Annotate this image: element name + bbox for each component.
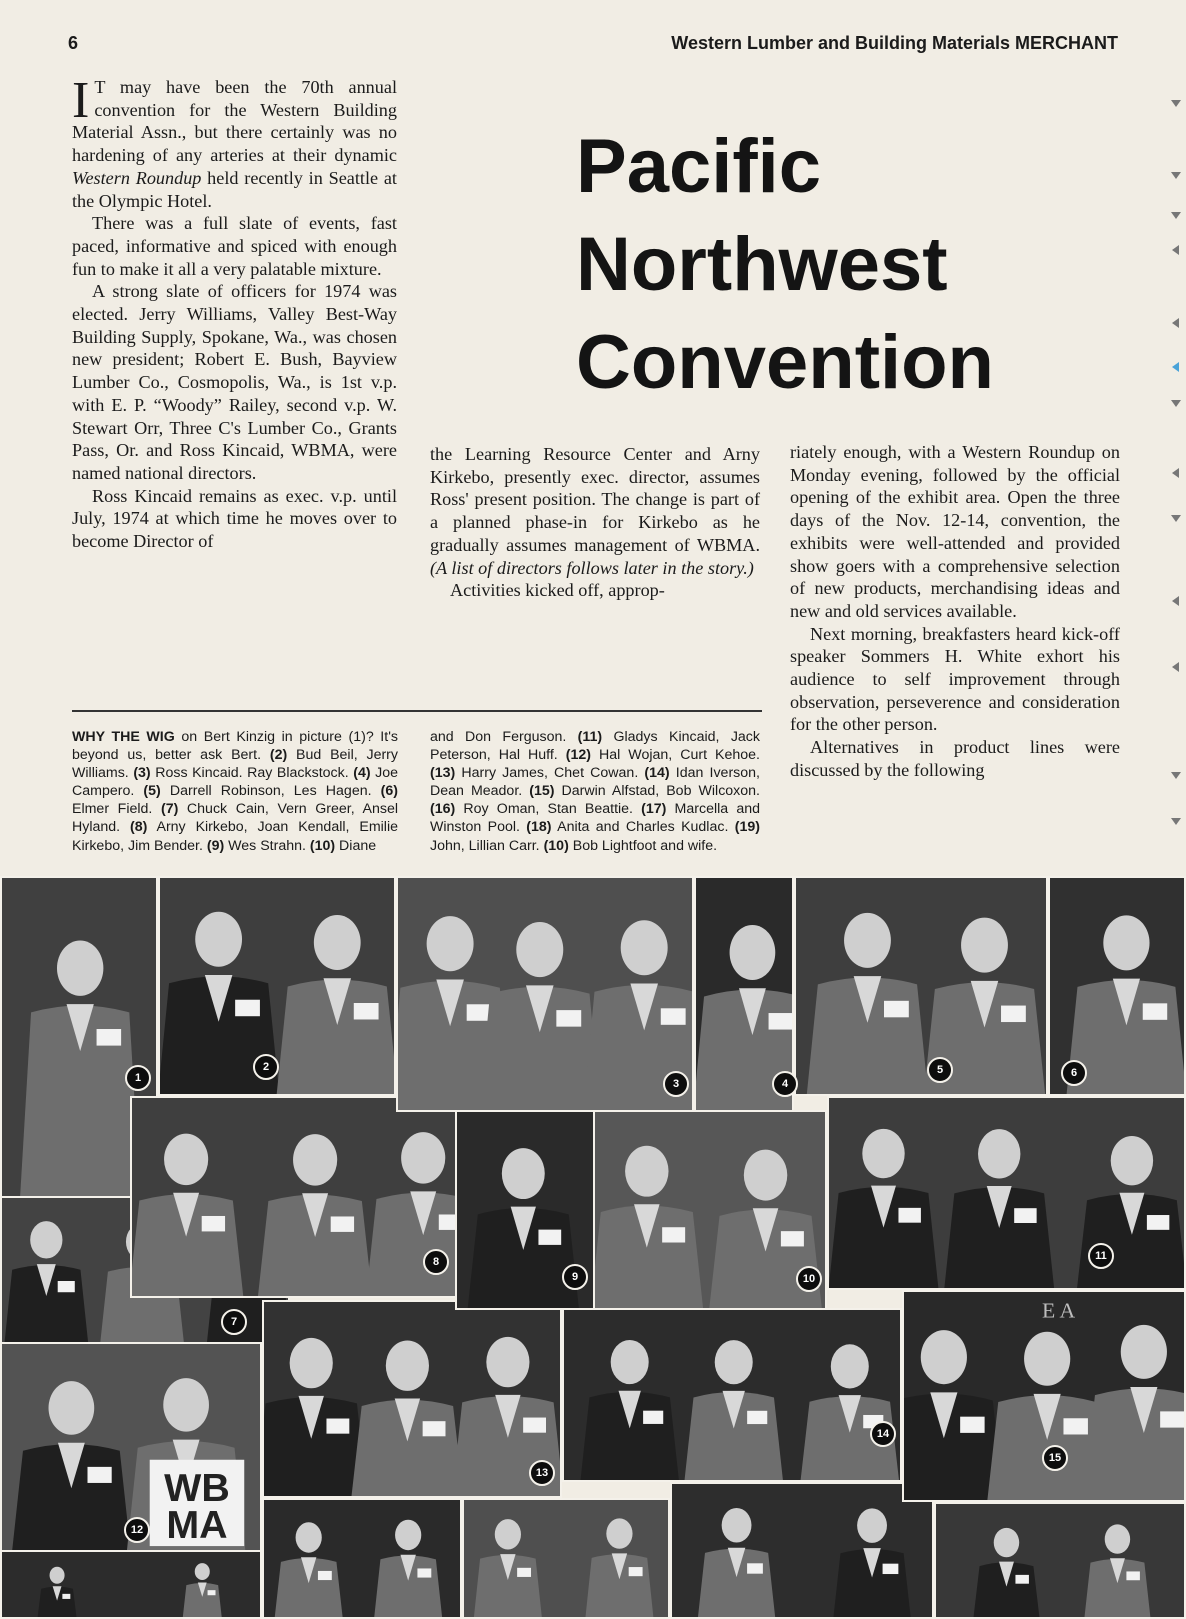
col1-p1-b: held recently in Seattle at the Olympic Hotel. (72, 167, 397, 211)
photo-14 (562, 1308, 902, 1482)
edge-mark (1171, 818, 1181, 825)
col3-p3: Alternatives in product lines were discussed by the following (790, 737, 1120, 780)
caption-text: Elmer Field. (72, 801, 161, 818)
edge-mark (1171, 212, 1181, 219)
caption-number: (7) (160, 801, 179, 818)
page-number: 6 (68, 33, 79, 53)
photo-number-badge: 14 (870, 1421, 896, 1447)
title-line-1: Pacific (576, 124, 822, 209)
col1-p2: There was a full slate of events, fast paced, informative and spiced with enough fun to make it all a very palatable mixture. (72, 213, 397, 279)
photo-caption-column-2 (430, 728, 760, 855)
caption-text: Diane (335, 837, 377, 854)
photo-number-badge: 15 (1042, 1445, 1068, 1471)
caption-number: (14) (644, 765, 670, 782)
col1-p3: A strong slate of officers for 1974 was elected. Jerry Williams, Valley Best-Way Building Supply, Spokane, Wa., was chosen new president; Robert E. Bush, Bayview Lumber Co., Cosmopolis, Wa., is 1st v.p. with E. P. “Woody” Railey, second v.p. W. Stewart Orr, Three C's Lumber Co., Grants Pass, Or. and Ross Kincaid, WBMA, were named national directors. (72, 281, 397, 483)
photo-11 (827, 1096, 1186, 1290)
edge-mark (1171, 172, 1181, 179)
photo-10 (590, 1110, 827, 1310)
edge-mark (1171, 100, 1181, 107)
wbma-sign-text: WB (164, 1466, 230, 1510)
photo-5 (794, 876, 1048, 1096)
col2-p2: Activities kicked off, approp- (450, 580, 665, 601)
caption-number: (12) (565, 747, 591, 764)
photo-number-badge: 3 (663, 1071, 689, 1097)
caption-number: (10) (309, 837, 336, 854)
edge-mark (1172, 245, 1179, 255)
caption-number: (18) (526, 819, 552, 836)
caption-text: Wes Strahn. (224, 837, 310, 854)
caption-text: John, Lillian Carr. (430, 837, 544, 854)
photo-19 (670, 1482, 934, 1619)
caption-text: Roy Oman, Stan Beattie. (455, 801, 642, 818)
edge-mark (1172, 596, 1179, 606)
photo-number-badge: 7 (221, 1309, 247, 1335)
photo-number-badge: 12 (124, 1517, 150, 1543)
caption-number: (19) (734, 819, 760, 836)
edge-mark (1172, 662, 1179, 672)
caption-number: (17) (641, 801, 667, 818)
edge-mark (1172, 362, 1179, 372)
col2-p1-a: the Learning Resource Center and Arny Kirkebo, presently exec. director, assumes Ross' present position. The change is part of a planned phase-in for Kirkebo as he gradually assumes management of WBMA. (430, 444, 760, 555)
photo-caption-column-1 (72, 728, 398, 855)
title-line-3: Convention (576, 320, 994, 405)
photo-number-badge: 5 (927, 1057, 953, 1083)
caption-text: Darwin Alfstad, Bob Wilcoxon. (554, 783, 760, 800)
caption-text: Darrell Robinson, Les Hagen. (160, 783, 381, 800)
photo-15 (902, 1290, 1186, 1502)
caption-number: (3) (133, 765, 151, 782)
photo-number-badge: 9 (562, 1264, 588, 1290)
col3-p2: Next morning, breakfasters heard kick-off speaker Sommers H. White exhort his audience to self improvement through observation, perseverence and consideration for the other person. (790, 623, 1120, 735)
photo-18 (462, 1498, 670, 1619)
photo-number-badge: 4 (772, 1071, 798, 1097)
caption-text: Anita and Charles Kudlac. (551, 819, 735, 836)
caption-number: (10) (543, 837, 569, 854)
caption-text: Hal Wojan, Curt Kehoe. (591, 747, 761, 764)
caption-text: on Bert Kinzig in picture (1)? It's beyond us, better ask Bert. (72, 729, 398, 764)
photo-number-badge: 1 (125, 1065, 151, 1091)
photo-number-badge: 2 (253, 1054, 279, 1080)
photo-16 (0, 1550, 262, 1619)
photo-13 (262, 1300, 562, 1498)
article-column-1 (72, 72, 397, 553)
photo-number-badge: 6 (1061, 1060, 1087, 1086)
wbma-sign-text: MA (166, 1503, 228, 1548)
publication-title: Western Lumber and Building Materials MERCHANT (671, 33, 1118, 53)
edge-mark (1171, 400, 1181, 407)
edge-mark (1171, 772, 1181, 779)
caption-number: (13) (430, 765, 456, 782)
article-column-3 (790, 441, 1120, 782)
edge-mark (1172, 468, 1179, 478)
caption-text: Ross Kincaid. Ray Blackstock. (150, 765, 354, 782)
photo-20 (934, 1502, 1186, 1619)
caption-text: Arny Kirkebo, Joan Kendall, Emilie Kirkebo, Jim Bender. (72, 819, 398, 854)
caption-text: Marcella and Winston Pool. (430, 801, 760, 836)
caption-text: Idan Iverson, Dean Meador. (430, 765, 760, 800)
caption-number: (15) (529, 783, 555, 800)
col1-p1-em: Western Roundup (72, 167, 202, 188)
photo-number-badge: 10 (796, 1266, 822, 1292)
caption-text: Bob Lightfoot and wife. (568, 837, 718, 854)
article-title (576, 118, 994, 412)
caption-number: (4) (353, 765, 371, 782)
photo-3 (396, 876, 694, 1112)
caption-lead: WHY THE WIG (72, 729, 175, 745)
caption-number: (16) (430, 801, 456, 818)
caption-text: and Don Ferguson. (430, 729, 578, 745)
title-line-2: Northwest (576, 222, 948, 307)
banner-text: E A (1042, 1298, 1076, 1323)
caption-number: (11) (577, 729, 603, 745)
photo-number-badge: 13 (529, 1460, 555, 1486)
photo-number-badge: 8 (423, 1249, 449, 1275)
caption-number: (9) (206, 837, 225, 854)
caption-text: Joe Campero. (72, 765, 399, 800)
caption-number: (6) (380, 783, 399, 800)
col1-p4: Ross Kincaid remains as exec. v.p. until July, 1974 at which time he moves over to become Director of (72, 485, 397, 552)
col2-p1-em: (A list of directors follows later in the story.) (430, 557, 754, 578)
edge-mark (1171, 515, 1181, 522)
col3-p1: riately enough, with a Western Roundup on Monday evening, followed by the official opening of the exhibit area. Open the three days of the Nov. 12-14, convention, the exhibits were well-attended and provided show goers with a comprehensive selection of new products, merchandising ideas and new and old services available. (790, 442, 1120, 621)
edge-mark (1172, 318, 1179, 328)
col1-p1-a: T may have been the 70th annual convention for the Western Building Material Assn., but there certainly was no hardening of any arteries at their dynamic (72, 77, 397, 166)
caption-text: Bud Beil, Jerry Williams. (72, 747, 399, 782)
article-column-2 (430, 443, 760, 602)
photo-17 (262, 1498, 462, 1619)
caption-text: Harry James, Chet Cowan. (455, 765, 645, 782)
caption-number: (2) (269, 747, 288, 764)
caption-text: Gladys Kincaid, Jack Peterson, Hal Huff. (430, 729, 760, 764)
photo-number-badge: 11 (1088, 1243, 1114, 1269)
caption-number: (5) (143, 783, 161, 800)
drop-cap: I (72, 72, 90, 129)
caption-divider (72, 710, 762, 712)
caption-number: (8) (130, 819, 148, 836)
caption-text: Chuck Cain, Vern Greer, Ansel Hyland. (72, 801, 399, 836)
